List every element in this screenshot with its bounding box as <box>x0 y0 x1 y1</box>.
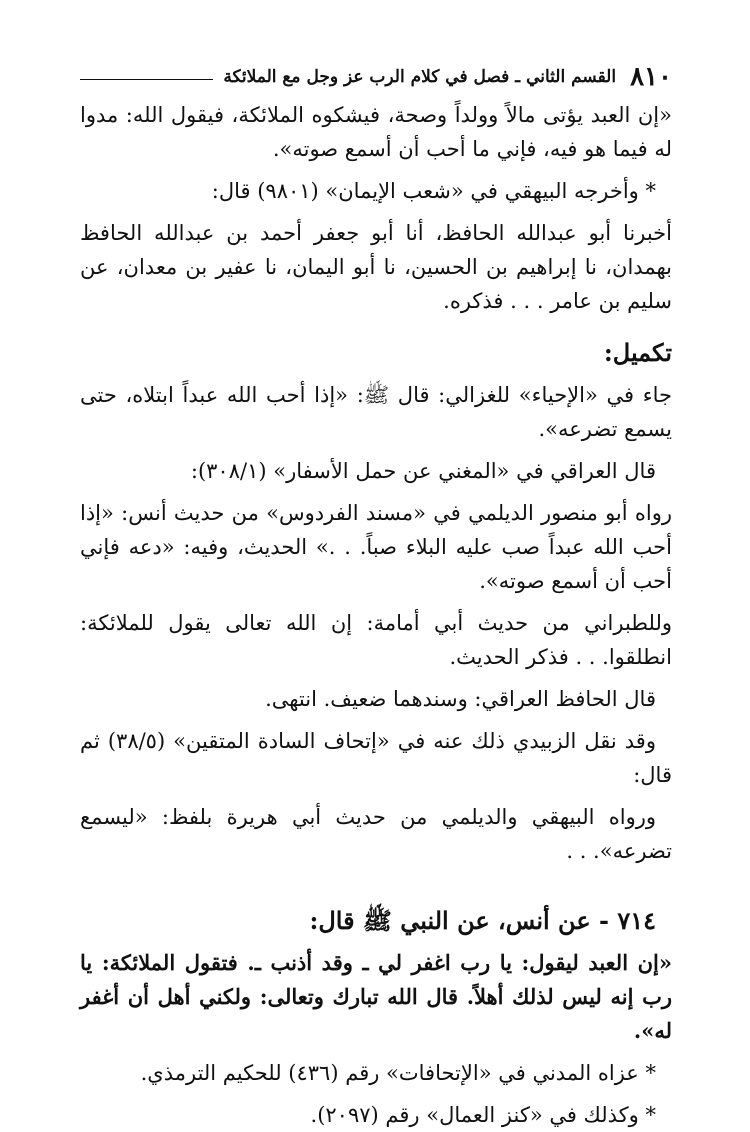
running-title: القسم الثاني ـ فصل في كلام الرب عز وجل مع الملائكة <box>223 67 617 87</box>
hadith-714-text: «إن العبد ليقول: يا رب اغفر لي ـ وقد أذنب ـ. فتقول الملائكة: يا رب إنه ليس لذلك أهلاً. قال الله تبارك وتعالى: ولكني أهل أن أغفر له». <box>80 950 672 1043</box>
tabarani-paragraph: وللطبراني من حديث أبي أمامة: إن الله تعالى يقول للملائكة: انطلقوا. . . فذكر الحديث. <box>80 611 672 669</box>
hadith-text: «إن العبد يؤتى مالاً وولداً وصحة، فيشكوه الملائكة، فيقول الله: مدوا له فيما هو فيه، فإني ما أحب أن أسمع صوته». <box>80 103 672 161</box>
bayhaqi-paragraph: ورواه البيهقي والديلمي من حديث أبي هريرة بلفظ: «ليسمع تضرعه». . . <box>80 805 672 863</box>
daylami-paragraph: رواه أبو منصور الديلمي في «مسند الفردوس» من حديث أنس: «إذا أحب الله عبداً صب عليه البلاء صباً. . .» الحديث، وفيه: «دعه فإني أحب أن أسمع صوته». <box>80 501 672 593</box>
madani-note: * عزاه المدني في «الإتحافات» رقم (٤٣٦) للحكيم الترمذي. <box>140 1061 656 1085</box>
hafiz-iraqi-paragraph: قال الحافظ العراقي: وسندهما ضعيف. انتهى. <box>265 687 656 711</box>
kanz-note: * وكذلك في «كنز العمال» رقم (٢٠٩٧). <box>310 1103 656 1127</box>
page-header <box>80 60 672 94</box>
section-heading-takmil: تكميل: <box>603 338 672 367</box>
ihya-paragraph: جاء في «الإحياء» للغزالي: قال ﷺ: «إذا أحب الله عبداً ابتلاه، حتى يسمع تضرعه». <box>80 383 672 441</box>
isnad-paragraph: أخبرنا أبو عبدالله الحافظ، أنا أبو جعفر أحمد بن عبدالله الحافظ بهمدان، نا إبراهيم بن الحسين، نا أبو اليمان، نا عفير بن معدان، عن سليم بن عامر . . . فذكره. <box>80 221 673 313</box>
takhrij-note: * وأخرجه البيهقي في «شعب الإيمان» (٩٨٠١) قال: <box>211 179 656 203</box>
hadith-heading-714: ٧١٤ - عن أنس، عن النبي ﷺ قال: <box>309 906 656 935</box>
zabidi-paragraph: وقد نقل الزبيدي ذلك عنه في «إتحاف السادة المتقين» (٣٨/٥) ثم قال: <box>80 729 672 787</box>
spacer <box>80 876 672 886</box>
page-number: ٨١٠ <box>630 62 672 92</box>
iraqi-paragraph: قال العراقي في «المغني عن حمل الأسفار» (٣٠٨/١): <box>190 459 656 483</box>
header-rule <box>80 79 213 80</box>
